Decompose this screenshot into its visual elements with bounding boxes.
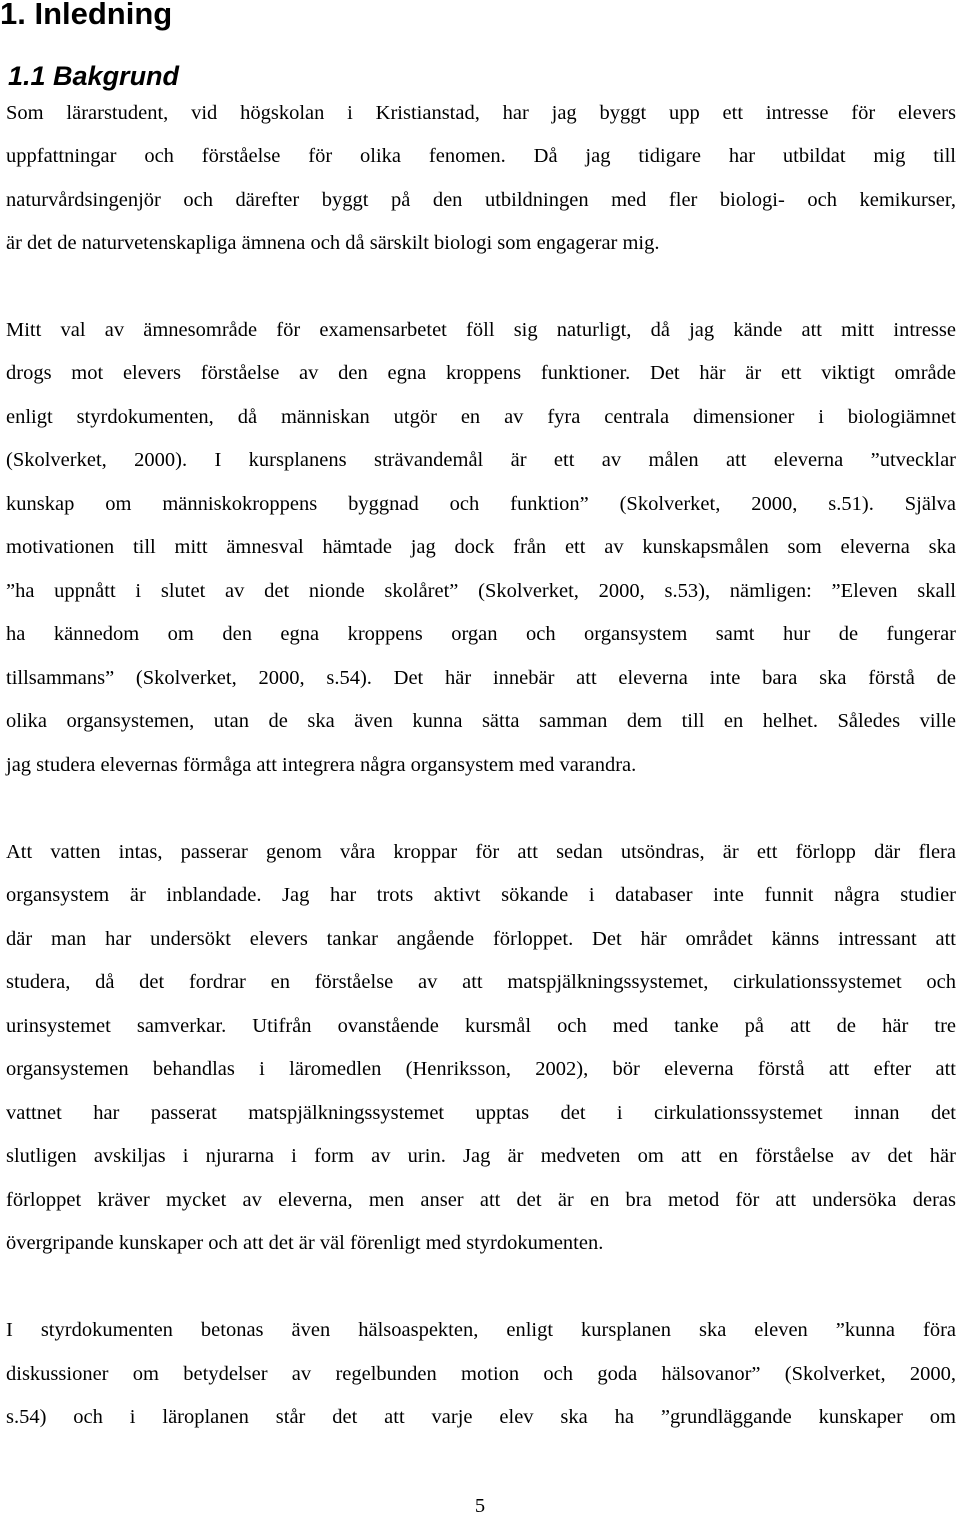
paragraph-4-line: s.54) och i läroplanen står det att varje elev ska ha ”grundläggande kunskaper om [6, 1406, 956, 1428]
paragraph-3-line: Att vatten intas, passerar genom våra kroppar för att sedan utsöndras, är ett förlopp där flera [6, 841, 956, 863]
chapter-heading: 1. Inledning [0, 0, 173, 31]
paragraph-3-line: organsystemen behandlas i läromedlen (Henriksson, 2002), bör eleverna förstå att efter att [6, 1058, 956, 1080]
paragraph-2-line: (Skolverket, 2000). I kursplanens strävandemål är ett av målen att eleverna ”utvecklar [6, 449, 956, 471]
page-number: 5 [474, 1495, 486, 1517]
paragraph-3-line: där man har undersökt elevers tankar angående förloppet. Det här området känns intressant att [6, 928, 956, 950]
paragraph-2-line: ha kännedom om den egna kroppens organ och organsystem samt hur de fungerar [6, 623, 956, 645]
paragraph-3-line: övergripande kunskaper och att det är väl förenligt med styrdokumenten. [6, 1232, 604, 1254]
paragraph-3-line: förloppet kräver mycket av eleverna, men anser att det är en bra metod för att undersöka deras [6, 1189, 956, 1211]
paragraph-2-line: motivationen till mitt ämnesval hämtade jag dock från ett av kunskapsmålen som eleverna ska [6, 536, 956, 558]
paragraph-2-line: jag studera elevernas förmåga att integrera några organsystem med varandra. [6, 754, 637, 776]
paragraph-2-line: tillsammans” (Skolverket, 2000, s.54). Det här innebär att eleverna inte bara ska förstå de [6, 667, 956, 689]
paragraph-3-line: vattnet har passerat matspjälkningssystemet upptas det i cirkulationssystemet innan det [6, 1102, 956, 1124]
paragraph-2-line: olika organsystemen, utan de ska även kunna sätta samman dem till en helhet. Således ville [6, 710, 956, 732]
paragraph-4-line: I styrdokumenten betonas även hälsoaspekten, enligt kursplanen ska eleven ”kunna föra [6, 1319, 956, 1341]
paragraph-1-line: Som lärarstudent, vid högskolan i Kristianstad, har jag byggt upp ett intresse för elevers [6, 102, 956, 124]
paragraph-4-line: diskussioner om betydelser av regelbunden motion och goda hälsovanor” (Skolverket, 2000, [6, 1363, 956, 1385]
paragraph-2-line: drogs mot elevers förståelse av den egna kroppens funktioner. Det här är ett viktigt område [6, 362, 956, 384]
paragraph-2-line: enligt styrdokumenten, då människan utgör en av fyra centrala dimensioner i biologiämnet [6, 406, 956, 428]
paragraph-2-line: kunskap om människokroppens byggnad och funktion” (Skolverket, 2000, s.51). Själva [6, 493, 956, 515]
paragraph-3-line: slutligen avskiljas i njurarna i form av urin. Jag är medveten om att en förståelse av det här [6, 1145, 956, 1167]
section-heading: 1.1 Bakgrund [8, 61, 180, 91]
paragraph-3-line: organsystem är inblandade. Jag har trots aktivt sökande i databaser inte funnit några studier [6, 884, 956, 906]
paragraph-1-line: är det de naturvetenskapliga ämnena och då särskilt biologi som engagerar mig. [6, 232, 660, 254]
paragraph-3-line: urinsystemet samverkar. Utifrån ovanstående kursmål och med tanke på att de här tre [6, 1015, 956, 1037]
paragraph-1-line: naturvårdsingenjör och därefter byggt på den utbildningen med fler biologi- och kemikurser, [6, 189, 956, 211]
paragraph-2-line: Mitt val av ämnesområde för examensarbetet föll sig naturligt, då jag kände att mitt intresse [6, 319, 956, 341]
paragraph-1-line: uppfattningar och förståelse för olika fenomen. Då jag tidigare har utbildat mig till [6, 145, 956, 167]
paragraph-3-line: studera, då det fordrar en förståelse av att matspjälkningssystemet, cirkulationssystemet och [6, 971, 956, 993]
paragraph-2-line: ”ha uppnått i slutet av det nionde skolåret” (Skolverket, 2000, s.53), nämligen: ”Eleven skall [6, 580, 956, 602]
